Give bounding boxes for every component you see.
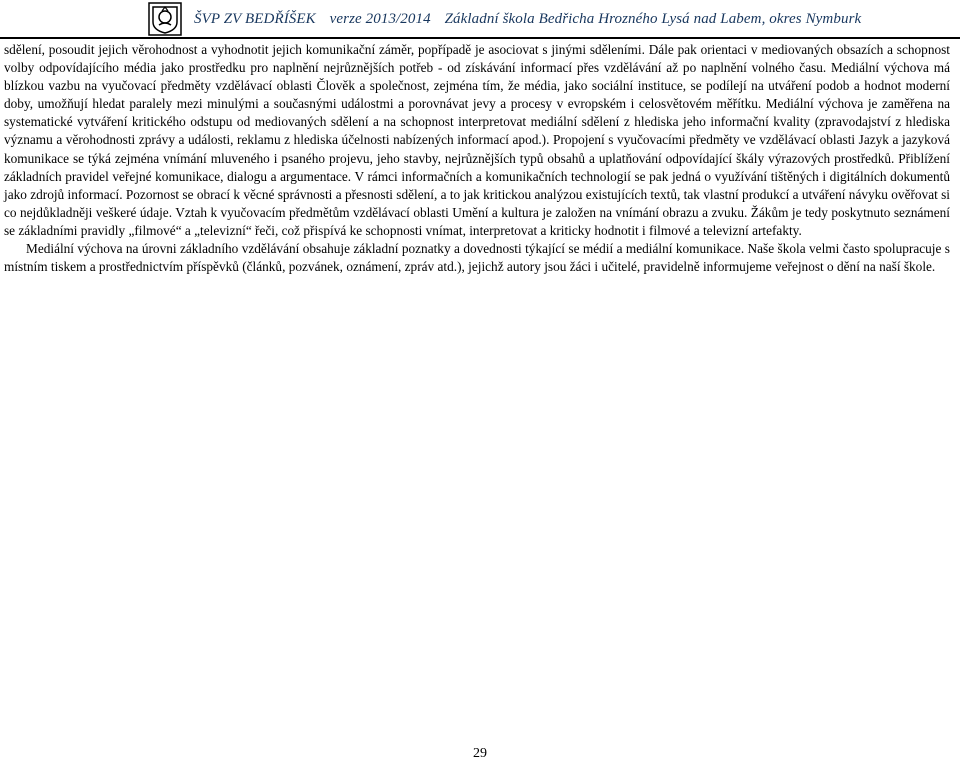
header-version: verze 2013/2014 [329,11,431,27]
body-paragraph-1: sdělení, posoudit jejich věrohodnost a vyhodnotit jejich komunikační záměr, popřípadě je asociovat s jinými sděleními. Dále pak orientaci v mediovaných obsazích a schopnost volby odpovídajícího média jako prostředku pro naplnění nejrůznějších potřeb - od získávání informací přes vzdělávání až po naplnění volného času. Mediální výchova má blízkou vazbu na vyučovací předměty vzdělávací oblasti Člověk a společnost, zejména tím, že média, jako sociální instituce, se podílejí na utváření podob a hodnot moderní doby, umožňují hledat paralely mezi minulými a současnými událostmi a porovnávat jevy a procesy v evropském i celosvětovém měřítku. Mediální výchova je zaměřena na systematické vytváření kritického odstupu od mediovaných sdělení a na schopnost interpretovat mediální sdělení z hlediska jeho informační kvality (zpravodajství z hlediska významu a věrohodnosti zprávy a události, reklamu z hlediska účelnosti nabízených informací apod.). Propojení s vyučovacími předměty ve vzdělávací oblasti Jazyk a jazyková komunikace se týká zejména vnímání mluveného i psaného projevu, jeho stavby, nejrůznějších typů obsahů a uplatňování odpovídající škály výrazových prostředků. Přiblížení základních pravidel veřejné komunikace, dialogu a argumentace. V rámci informačních a komunikačních technologií se pak jedná o využívání tištěných i digitálních dokumentů jako zdrojů informací. Pozornost se obrací k věcné správnosti a přesnosti sdělení, a to jak kritickou analýzou existujících textů, tak vlastní produkcí a utváření návyku ověřovat si co nejdůkladněji veškeré údaje. Vztah k vyučovacím předmětům vzdělávací oblasti Umění a kultura je založen na vnímání obrazu a zvuku. Žákům je tedy poskytnuto seznámení se základními pravidly „filmové“ a „televizní“ řeči, což přispívá ke schopnosti vnímat, interpretovat a kriticky hodnotit i filmové a televizní artefakty. [4,42,950,238]
page-number: 29 [473,746,487,761]
body-paragraph-2: Mediální výchova na úrovni základního vzdělávání obsahuje základní poznatky a dovednosti týkající se médií a mediální komunikace. Naše škola velmi často spolupracuje s místním tiskem a prostřednictvím příspěvků (článků, pozvánek, oznámení, zpráv atd.), jejichž autory jsou žáci i učitelé, pravidelně informujeme veřejnost o dění na naší škole. [4,241,950,275]
header-school: Základní škola Bedřicha Hrozného Lysá nad Labem, okres Nymburk [444,11,862,27]
header-divider [0,37,960,39]
header-title [194,11,871,28]
header-program: ŠVP ZV BEDŘÍŠEK [194,11,316,27]
document-body [4,41,950,276]
school-crest-logo [148,2,182,36]
page-header [0,0,960,38]
